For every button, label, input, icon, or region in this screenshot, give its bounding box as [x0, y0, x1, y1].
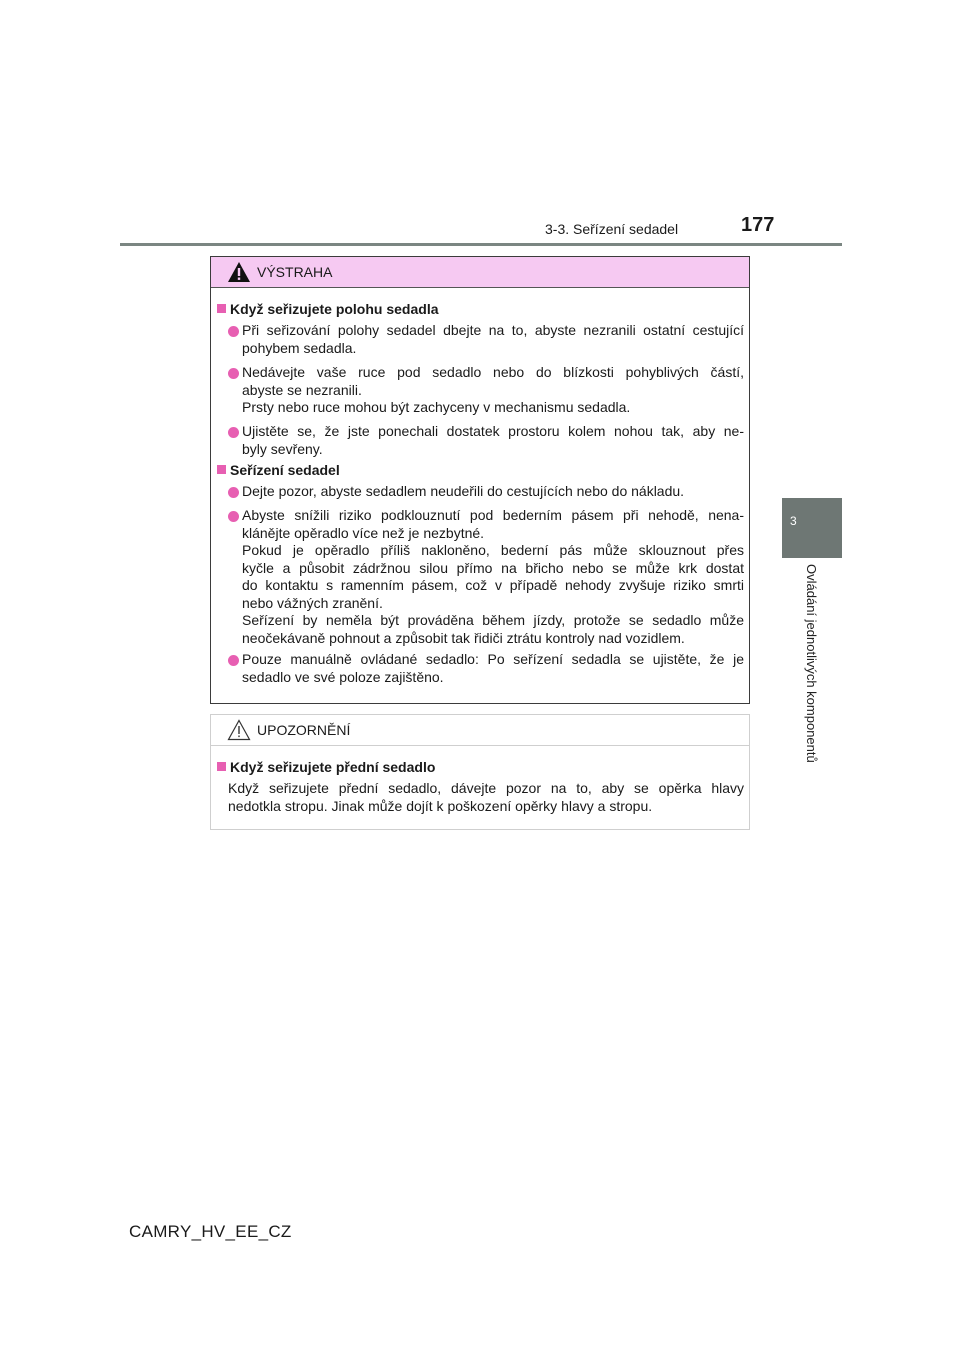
caution-label: UPOZORNĚNÍ [257, 722, 351, 738]
chapter-title: Ovládání jednotlivých komponentů [804, 564, 819, 763]
bullet-text: Abyste snížili riziko podklouznutí pod bederním pásem při nehodě, nena- klánějte opěradlo více než je nezbytné. Pokud je opěradlo příliš nakloněno, bederní pás může sklouznout přes kyčle a působit zádržnou silou přímo na břicho nebo se může krk dostat do kontaktu s ramenním pásem, což v případě nehody zvyšuje riziko smrti nebo vážných zranění. Seřízení by neměla být prováděna během jízdy, protože se sedadlo může neočekávaně pohnout a způsobit tak řidiči ztrátu kontroly nad vozidlem. [242, 507, 744, 646]
bullet-text: Dejte pozor, abyste sedadlem neudeřili do cestujících nebo do nákladu. [242, 483, 685, 499]
round-bullet-icon [228, 487, 239, 498]
bullet-text: Při seřizování polohy sedadel dbejte na to, abyste nezranili ostatní cestující pohybem sedadla. [242, 322, 744, 356]
caution-header [211, 715, 749, 746]
page-number: 177 [741, 214, 775, 236]
warning-header [211, 257, 749, 288]
round-bullet-icon [228, 655, 239, 666]
round-bullet-icon [228, 326, 239, 337]
round-bullet-icon [228, 427, 239, 438]
warning-triangle-icon [227, 261, 251, 283]
round-bullet-icon [228, 368, 239, 379]
bullet-text: Ujistěte se, že jste ponechali dostatek prostoru kolem nohou tak, aby ne- byly sevřeny. [242, 423, 744, 457]
document-code: CAMRY_HV_EE_CZ [129, 1222, 292, 1241]
section-heading: Když seřizujete polohu sedadla [217, 301, 439, 317]
square-bullet-icon [217, 762, 226, 771]
caution-box [210, 714, 750, 830]
section-heading: Seřízení sedadel [217, 462, 340, 478]
caution-text: Když seřizujete přední sedadlo, dávejte pozor na to, aby se opěrka hlavy nedotkla stropu. Jinak může dojít k poškození opěrky hlavy a stropu. [228, 780, 744, 814]
bullet-text: Nedávejte vaše ruce pod sedadlo nebo do blízkosti pohyblivých částí, abyste se nezranili. Prsty nebo ruce mohou být zachyceny v mechanismu sedadla. [242, 364, 744, 415]
square-bullet-icon [217, 465, 226, 474]
chapter-number: 3 [790, 514, 797, 528]
square-bullet-icon [217, 304, 226, 313]
section-title: 3-3. Seřízení sedadel [545, 221, 679, 237]
header-divider [120, 243, 842, 246]
warning-box [210, 256, 750, 704]
chapter-tab [782, 498, 842, 558]
warning-label: VÝSTRAHA [257, 264, 333, 280]
round-bullet-icon [228, 511, 239, 522]
caution-triangle-icon [227, 719, 251, 741]
section-heading: Když seřizujete přední sedadlo [217, 759, 435, 775]
bullet-text: Pouze manuálně ovládané sedadlo: Po seřízení sedadla se ujistěte, že je sedadlo ve své poloze zajištěno. [242, 651, 744, 685]
